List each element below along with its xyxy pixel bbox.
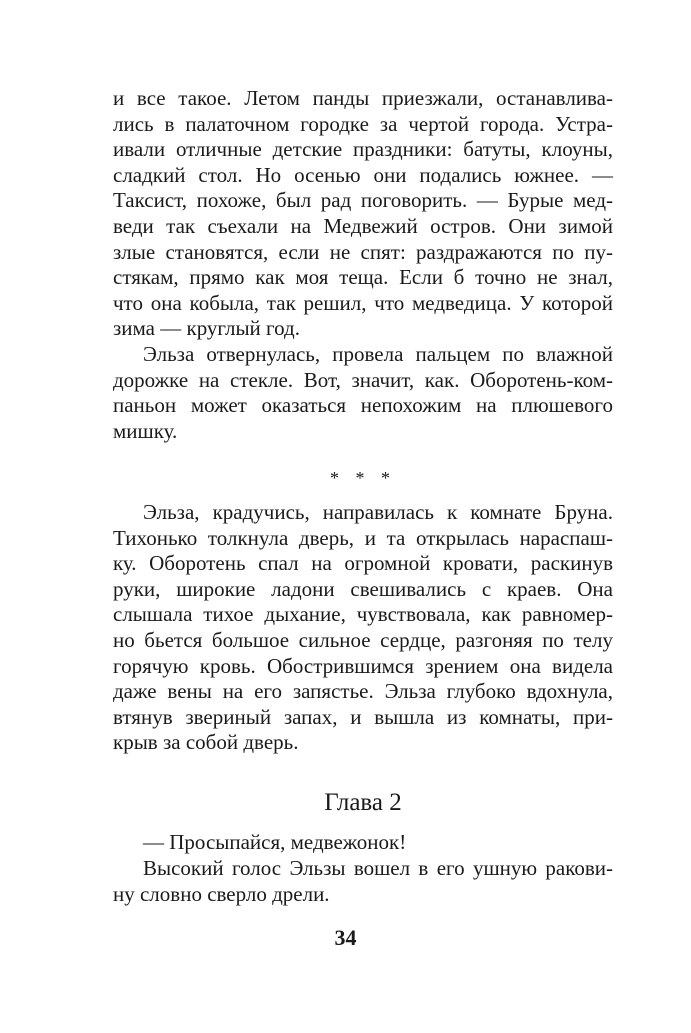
text-line: мишку.: [113, 418, 178, 443]
text-line: паньон может оказаться непохожим на плюшевого: [113, 393, 613, 418]
text-line: даже вены на его запястье. Эльза глубоко вдохнула,: [113, 679, 613, 704]
page-number: 34: [334, 925, 357, 950]
section-separator: * * *: [330, 468, 396, 488]
text-line: ку. Оборотень спал на огромной кровати, раскинув: [113, 551, 613, 576]
paragraph-4: [113, 830, 613, 856]
text-line: ну словно сверло дрели.: [113, 881, 330, 906]
text-line: ивали отличные детские праздники: батуты, клоуны,: [113, 137, 613, 162]
text-line: горячую кровь. Обострившимся зрением она видела: [113, 653, 613, 678]
text-line: Тихонько толкнула дверь, и та открылась нараспаш-: [113, 525, 613, 550]
text-line: крыв за собой дверь.: [113, 730, 299, 755]
text-line: дорожке на стекле. Вот, значит, как. Оборотень-ком-: [113, 367, 613, 392]
text-line: Эльза отвернулась, провела пальцем по влажной: [143, 342, 613, 366]
text-line: слышала тихое дыхание, чувствовала, как равномер-: [113, 602, 613, 627]
paragraph-3: [113, 500, 613, 756]
text-line: стякам, прямо как моя теща. Если б точно не знал,: [113, 265, 613, 290]
text-line: что она кобыла, так решил, что медведица. У которой: [113, 290, 613, 315]
text-line: лись в палаточном городке за чертой города. Устра-: [113, 111, 613, 136]
text-line: сладкий стол. Но осенью они подались южнее. —: [113, 162, 613, 187]
text-line: и все такое. Летом панды приезжали, останавлива-: [113, 86, 613, 110]
text-line: но бьется большое сильное сердце, разгоняя по телу: [113, 627, 613, 652]
text-line: руки, широкие ладони свешивались с краев. Она: [113, 576, 613, 601]
text-line: веди так съехали на Медвежий остров. Они зимой: [113, 213, 613, 238]
text-line: Таксист, похоже, был рад поговорить. — Бурые мед-: [113, 188, 613, 213]
text-line: Высокий голос Эльзы вошел в его ушную ракови-: [143, 856, 613, 880]
text-line: втянув звериный запах, и вышла из комнаты, при-: [113, 704, 613, 729]
paragraph-1: [113, 86, 613, 342]
text-line: зима — круглый год.: [113, 316, 300, 341]
paragraph-5: [113, 856, 613, 907]
paragraph-2: [113, 342, 613, 444]
text-line: злые становятся, если не спят: раздражаются по пу-: [113, 239, 613, 264]
chapter-title: Глава 2: [324, 789, 402, 816]
text-line: Эльза, крадучись, направилась к комнате Бруна.: [143, 500, 613, 524]
text-line: — Просыпайся, медвежонок!: [143, 830, 407, 854]
